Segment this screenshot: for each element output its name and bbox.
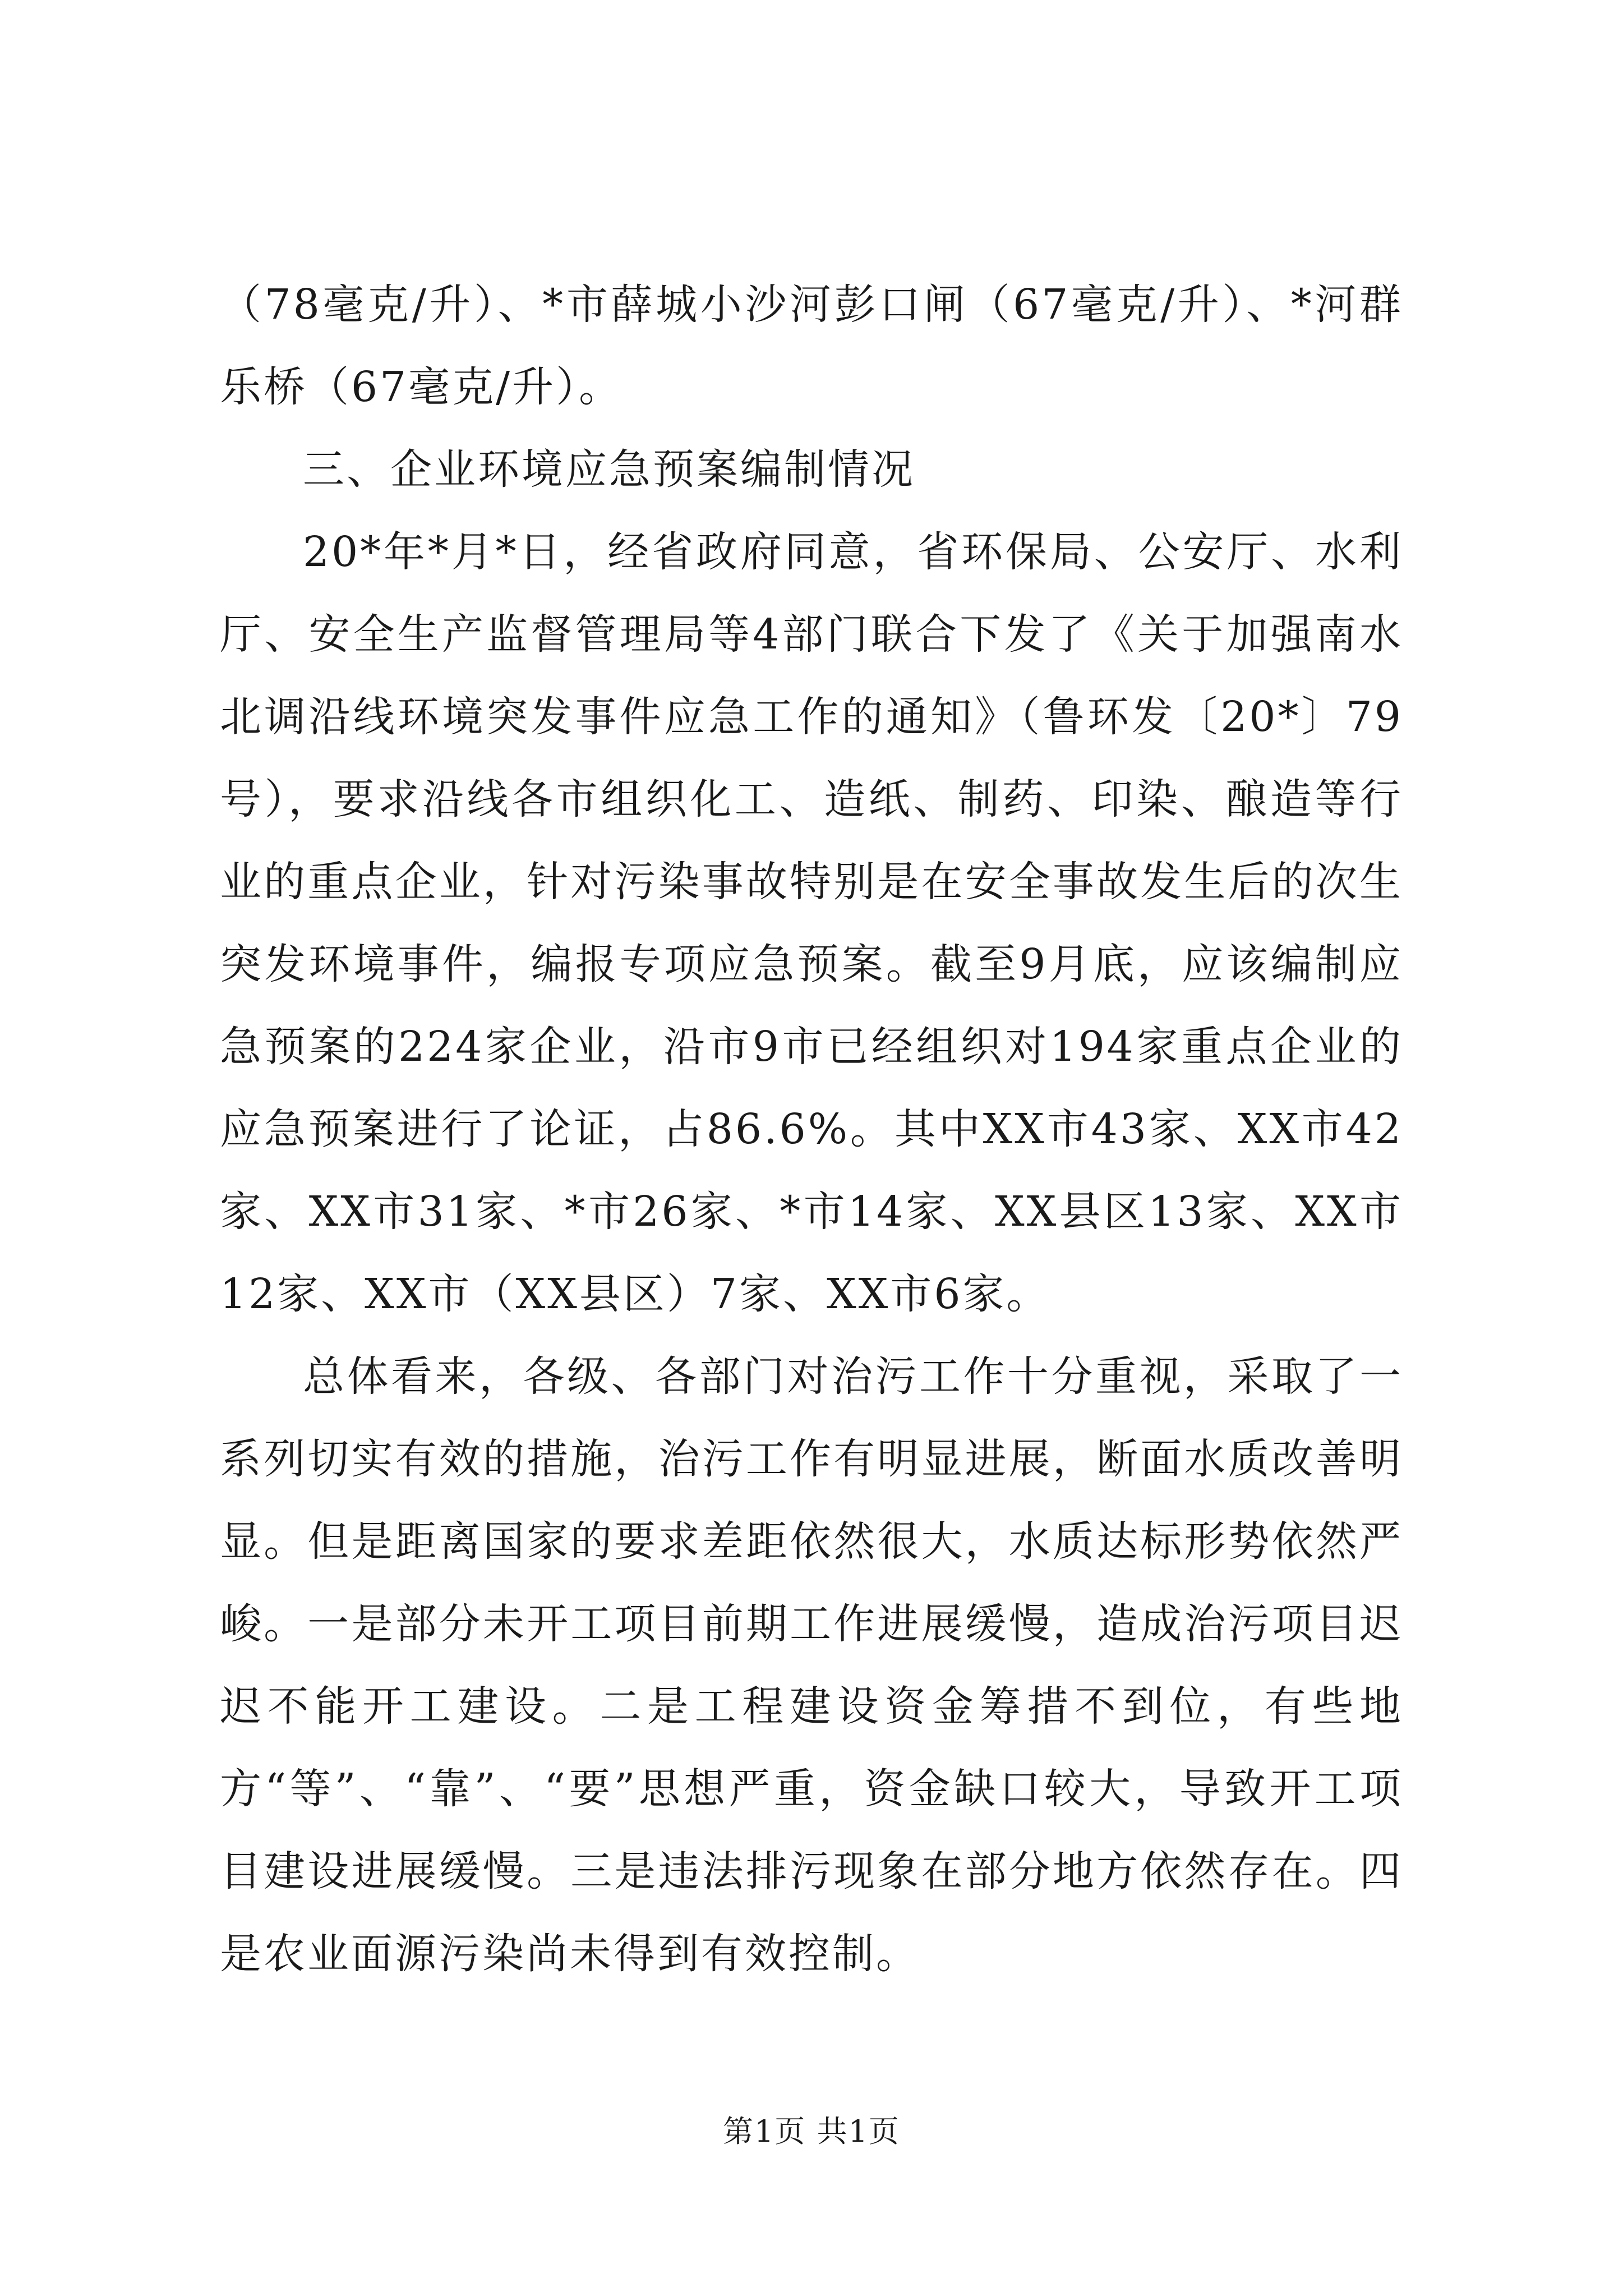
section-heading: 三、企业环境应急预案编制情况: [303, 445, 915, 494]
paragraph-summary: 总体看来，各级、各部门对治污工作十分重视，采取了一系列切实有效的措施，治污工作有明显进展，断面水质改善明显。但是距离国家的要求差距依然很大，水质达标形势依然严峻。一是部分未开工项目前期工作进展缓慢，造成治污项目迟迟不能开工建设。二是工程建设资金筹措不到位，有些地方“等”、“靠”、“要”思想严重，资金缺口较大，导致开工项目建设进展缓慢。三是违法排污现象在部分地方依然存在。四是农业面源污染尚未得到有效控制。: [220, 1352, 1403, 1978]
paragraph-emergency-plans: 20*年*月*日，经省政府同意，省环保局、公安厅、水利厅、安全生产监督管理局等4部门联合下发了《关于加强南水北调沿线环境突发事件应急工作的通知》（鲁环发〔20*〕79号），要求沿线各市组织化工、造纸、制药、印染、酿造等行业的重点企业，针对污染事故特别是在安全事故发生后的次生突发环境事件，编报专项应急预案。截至9月底，应该编制应急预案的224家企业，沿市9市已经组织对194家重点企业的应急预案进行了论证，占86.6%。其中XX市43家、XX市42家、XX市31家、*市26家、*市14家、XX县区13家、XX市12家、XX市（XX县区）7家、XX市6家。: [220, 528, 1403, 1318]
document-body: [220, 264, 1403, 1995]
paragraph-continuation: （78毫克/升）、*市薛城小沙河彭口闸（67毫克/升）、*河群乐桥（67毫克/升）。: [220, 280, 1403, 411]
page-number-footer: 第1页 共1页: [723, 2114, 900, 2149]
